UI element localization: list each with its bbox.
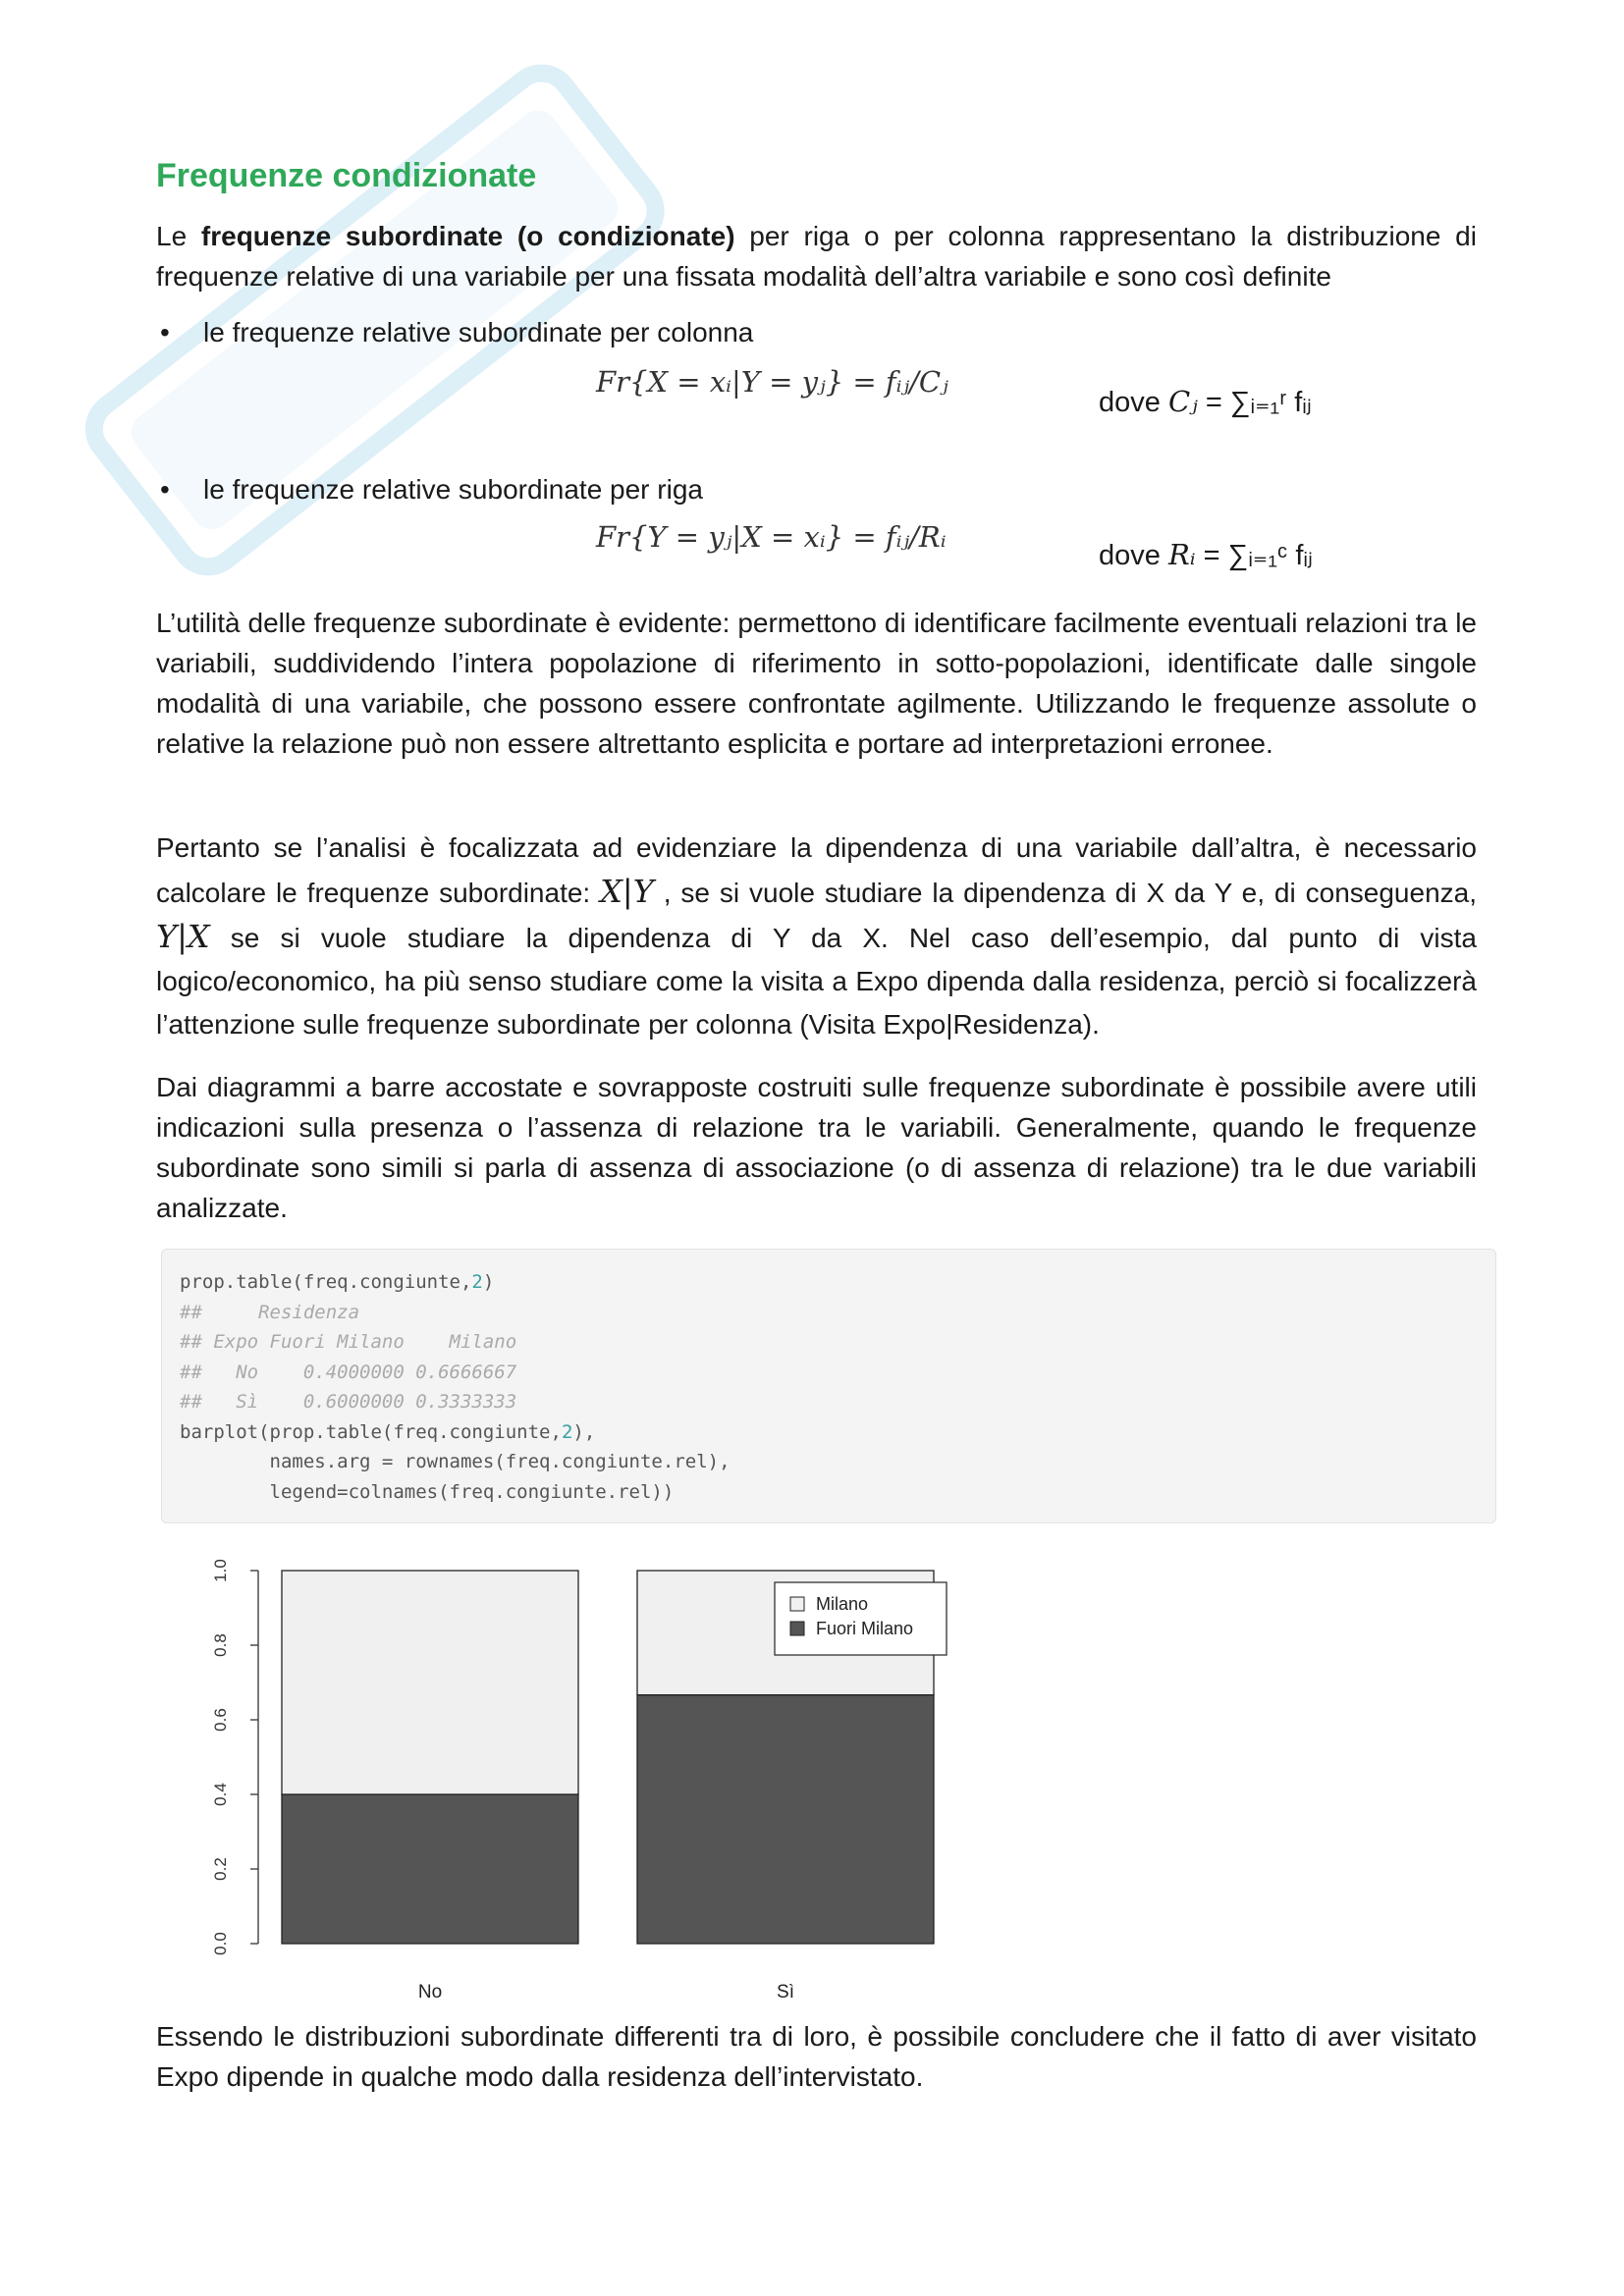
analysis-paragraph	[156, 827, 1477, 1046]
where-eq: = ∑ᵢ₌₁ᶜ fᵢⱼ	[1195, 540, 1314, 571]
analysis-part2: , se si vuole studiare la dipendenza di X da Y e, di conseguenza,	[653, 878, 1477, 908]
formula-row: Fr{Y = yⱼ|X = xᵢ} = fᵢⱼ/Rᵢ	[596, 520, 947, 554]
x-category-label: Sì	[777, 1982, 794, 2002]
where-column	[1099, 385, 1312, 419]
where-prefix: dove	[1099, 540, 1168, 571]
x-category-label: No	[417, 1982, 443, 2002]
intro-paragraph	[156, 216, 1477, 296]
bullet-row: • le frequenze relative subordinate per riga	[203, 469, 703, 509]
where-eq: = ∑ᵢ₌₁ʳ fᵢⱼ	[1197, 387, 1312, 418]
intro-bold: frequenze subordinate (o condizionate)	[200, 221, 735, 251]
where-var: Rᵢ	[1167, 538, 1196, 571]
y-tick-label: 0.0	[211, 1932, 230, 1955]
y-tick-label: 0.4	[211, 1783, 230, 1806]
code-comment: ## Sì 0.6000000 0.3333333	[180, 1391, 517, 1413]
where-row	[1099, 538, 1313, 572]
legend-swatch	[790, 1597, 804, 1611]
intro-post: per riga o per colonna rappresentano la distribuzione di frequenze relative di una variabile per una fissata modalità dell’altra variabile e sono così definite	[156, 221, 1477, 292]
code-comment: ## Expo Fuori Milano Milano	[180, 1331, 517, 1353]
y-tick-label: 0.2	[211, 1857, 230, 1881]
code-line: ),	[572, 1420, 596, 1443]
code-line: prop.table(freq.congiunte,	[180, 1271, 472, 1293]
code-block	[161, 1249, 1496, 1523]
code-line: names.arg = rownames(freq.congiunte.rel),	[180, 1451, 731, 1472]
code-line: )	[482, 1271, 495, 1293]
analysis-part3: se si vuole studiare la dipendenza di Y da X. Nel caso dell’esempio, dal punto di vista logico/economico, ha più senso studiare come la visita a Expo dipenda dalla residenza, perciò si focalizzerà l’attenzione sulle frequenze subordinate per colonna (Visita Expo|Residenza).	[156, 923, 1477, 1040]
code-comment: ## Residenza	[180, 1301, 360, 1323]
yx-notation: Y|X	[156, 918, 210, 955]
code-comment: ## No 0.4000000 0.6666667	[180, 1361, 517, 1383]
bullet-column: • le frequenze relative subordinate per colonna	[203, 312, 753, 352]
y-tick-label: 0.8	[211, 1633, 230, 1657]
legend-label: Milano	[816, 1594, 869, 1614]
code-line: barplot(prop.table(freq.congiunte,	[180, 1420, 562, 1443]
code-line: legend=colnames(freq.congiunte.rel))	[180, 1480, 675, 1503]
conclusion-paragraph: Essendo le distribuzioni subordinate differenti tra di loro, è possibile concludere che il fatto di aver visitato Expo dipende in qualche modo dalla residenza dell’intervistato.	[156, 2021, 1477, 2092]
y-tick-label: 1.0	[211, 1559, 230, 1582]
y-tick-label: 0.6	[211, 1708, 230, 1732]
where-var: Cⱼ	[1167, 385, 1198, 418]
intro-pre: Le	[156, 221, 201, 251]
bar-segment-fuori-milano	[282, 1794, 578, 1944]
code-number: 2	[471, 1271, 483, 1293]
legend-label: Fuori Milano	[816, 1619, 914, 1638]
where-prefix: dove	[1099, 387, 1168, 418]
bar-segment-milano	[282, 1571, 578, 1794]
section-heading: Frequenze condizionate	[156, 157, 537, 194]
legend-swatch	[790, 1622, 804, 1635]
bar-segment-fuori-milano	[637, 1695, 934, 1944]
utility-paragraph: L’utilità delle frequenze subordinate è evidente: permettono di identificare facilmente eventuali relazioni tra le variabili, suddividendo l’intera popolazione di riferimento in sotto-popolazioni, identificate dalle singole modalità di una variabile, che possono essere confrontate agilmente. Utilizzando le frequenze assolute o relative la relazione può non essere altrettanto esplicita e portare ad interpretazioni erronee.	[156, 608, 1477, 759]
code-number: 2	[561, 1420, 573, 1443]
xy-notation: X|Y	[600, 873, 654, 910]
diagrams-paragraph: Dai diagrammi a barre accostate e sovrapposte costruiti sulle frequenze subordinate è possibile avere utili indicazioni sulla presenza o l’assenza di relazione tra le variabili. Generalmente, quando le frequenze subordinate sono simili si parla di assenza di associazione (o di assenza di relazione) tra le due variabili analizzate.	[156, 1072, 1477, 1223]
stacked-bar-chart	[156, 1536, 961, 2007]
analysis-part1: Pertanto se l’analisi è focalizzata ad evidenziare la dipendenza di una variabile dall’altra, è necessario calcolare le frequenze subordinate:	[156, 832, 1477, 908]
formula-column: Fr{X = xᵢ|Y = yⱼ} = fᵢⱼ/Cⱼ	[596, 365, 948, 399]
